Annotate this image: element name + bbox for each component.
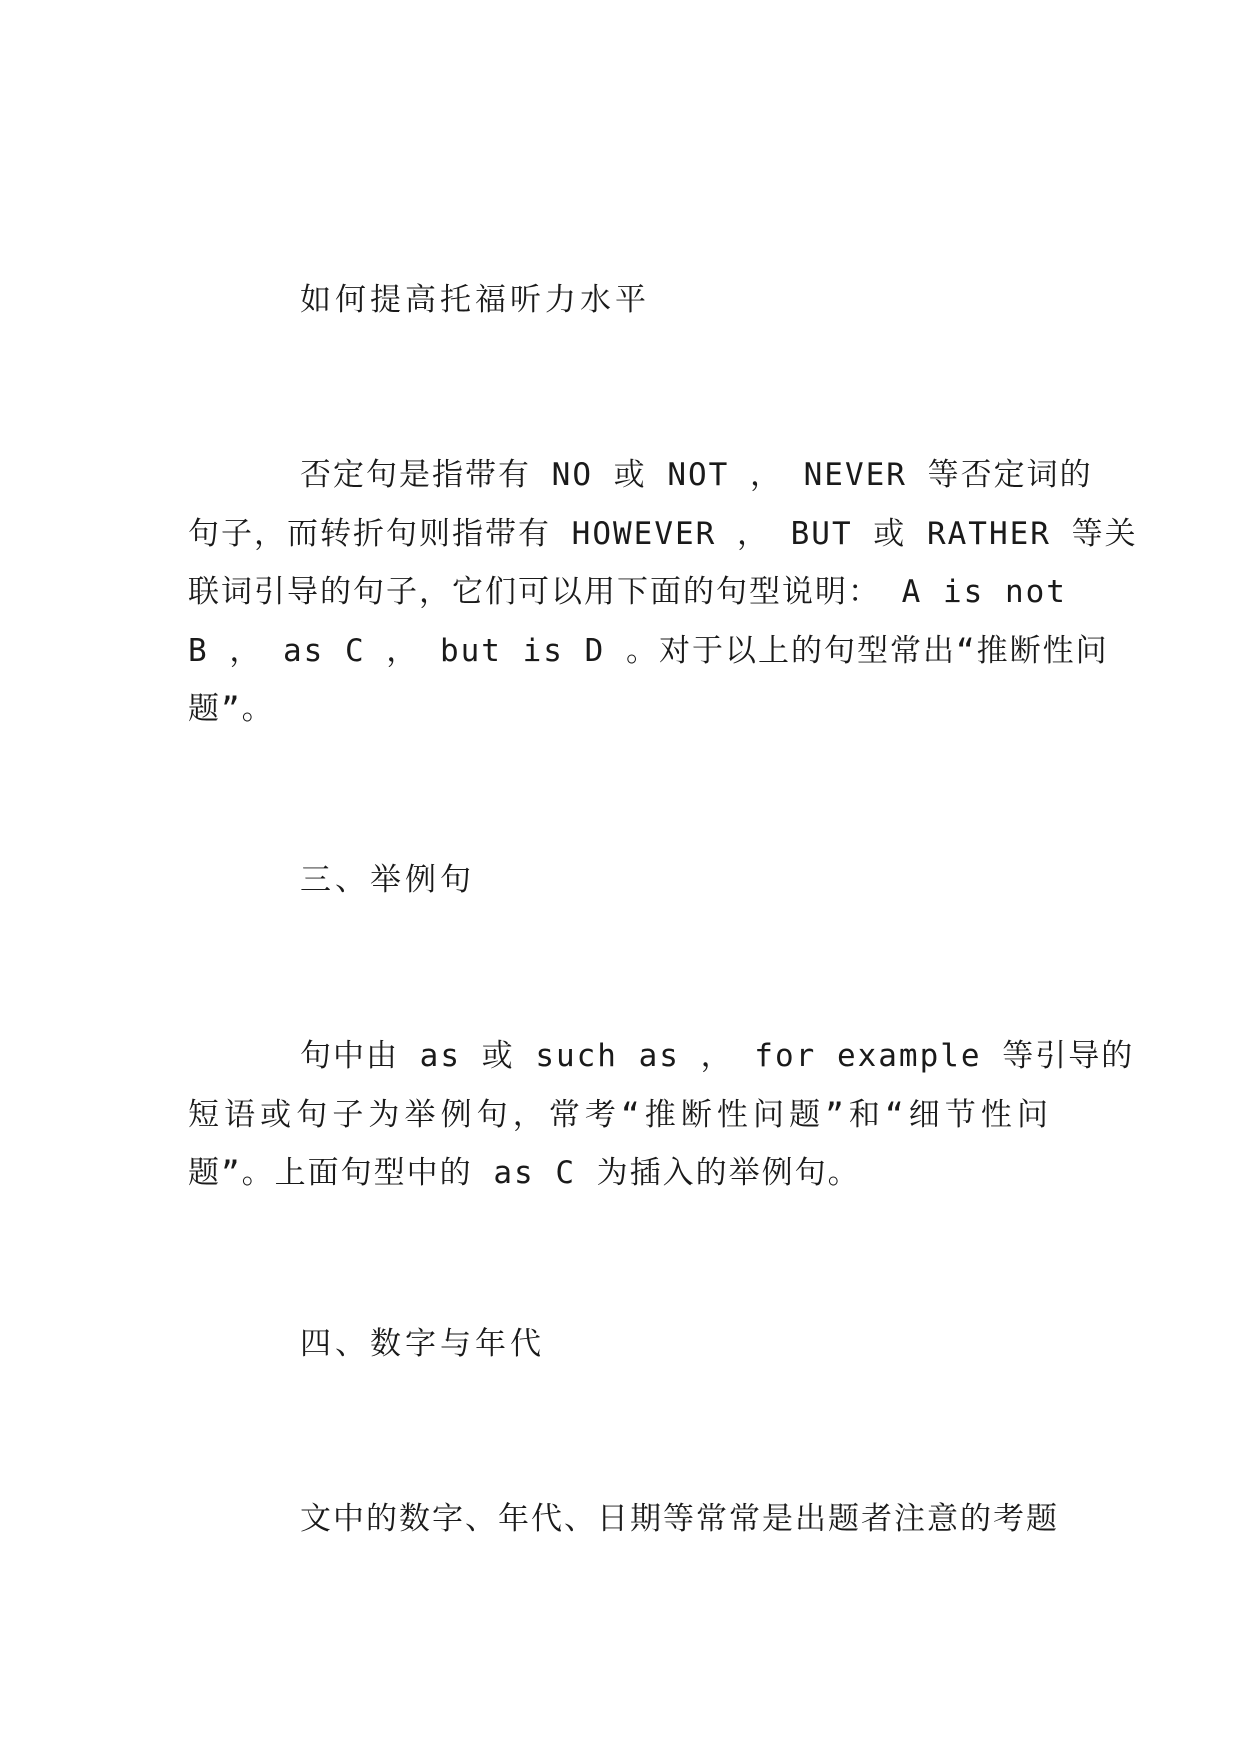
paragraph-examples [188, 1027, 1135, 1203]
paragraph-line: 短语或句子为举例句，常考“推断性问题”和“细节性问 [188, 1096, 1050, 1133]
paragraph-line: 题”。 [188, 691, 275, 727]
section-heading-numbers: 四、数字与年代 [300, 1326, 545, 1362]
paragraph-line: 联词引导的句子，它们可以用下面的句型说明： A is not [188, 574, 1067, 610]
paragraph-line: 句子，而转折句则指带有 HOWEVER ， BUT 或 RATHER 等关 [188, 515, 1138, 552]
paragraph-numbers [188, 1490, 1059, 1549]
paragraph-line: B ， as C ， but is D 。对于以上的句型常出“推断性问 [188, 632, 1109, 669]
paragraph-negation [188, 446, 1138, 739]
paragraph-line: 否定句是指带有 NO 或 NOT ， NEVER 等否定词的 [300, 457, 1093, 493]
section-heading-examples: 三、举例句 [300, 862, 475, 898]
page-title: 如何提高托福听力水平 [300, 282, 650, 318]
paragraph-line: 题”。上面句型中的 as C 为插入的举例句。 [188, 1155, 861, 1191]
paragraph-line: 句中由 as 或 such as ， for example 等引导的 [300, 1038, 1135, 1074]
paragraph-line: 文中的数字、年代、日期等常常是出题者注意的考题 [300, 1501, 1059, 1537]
